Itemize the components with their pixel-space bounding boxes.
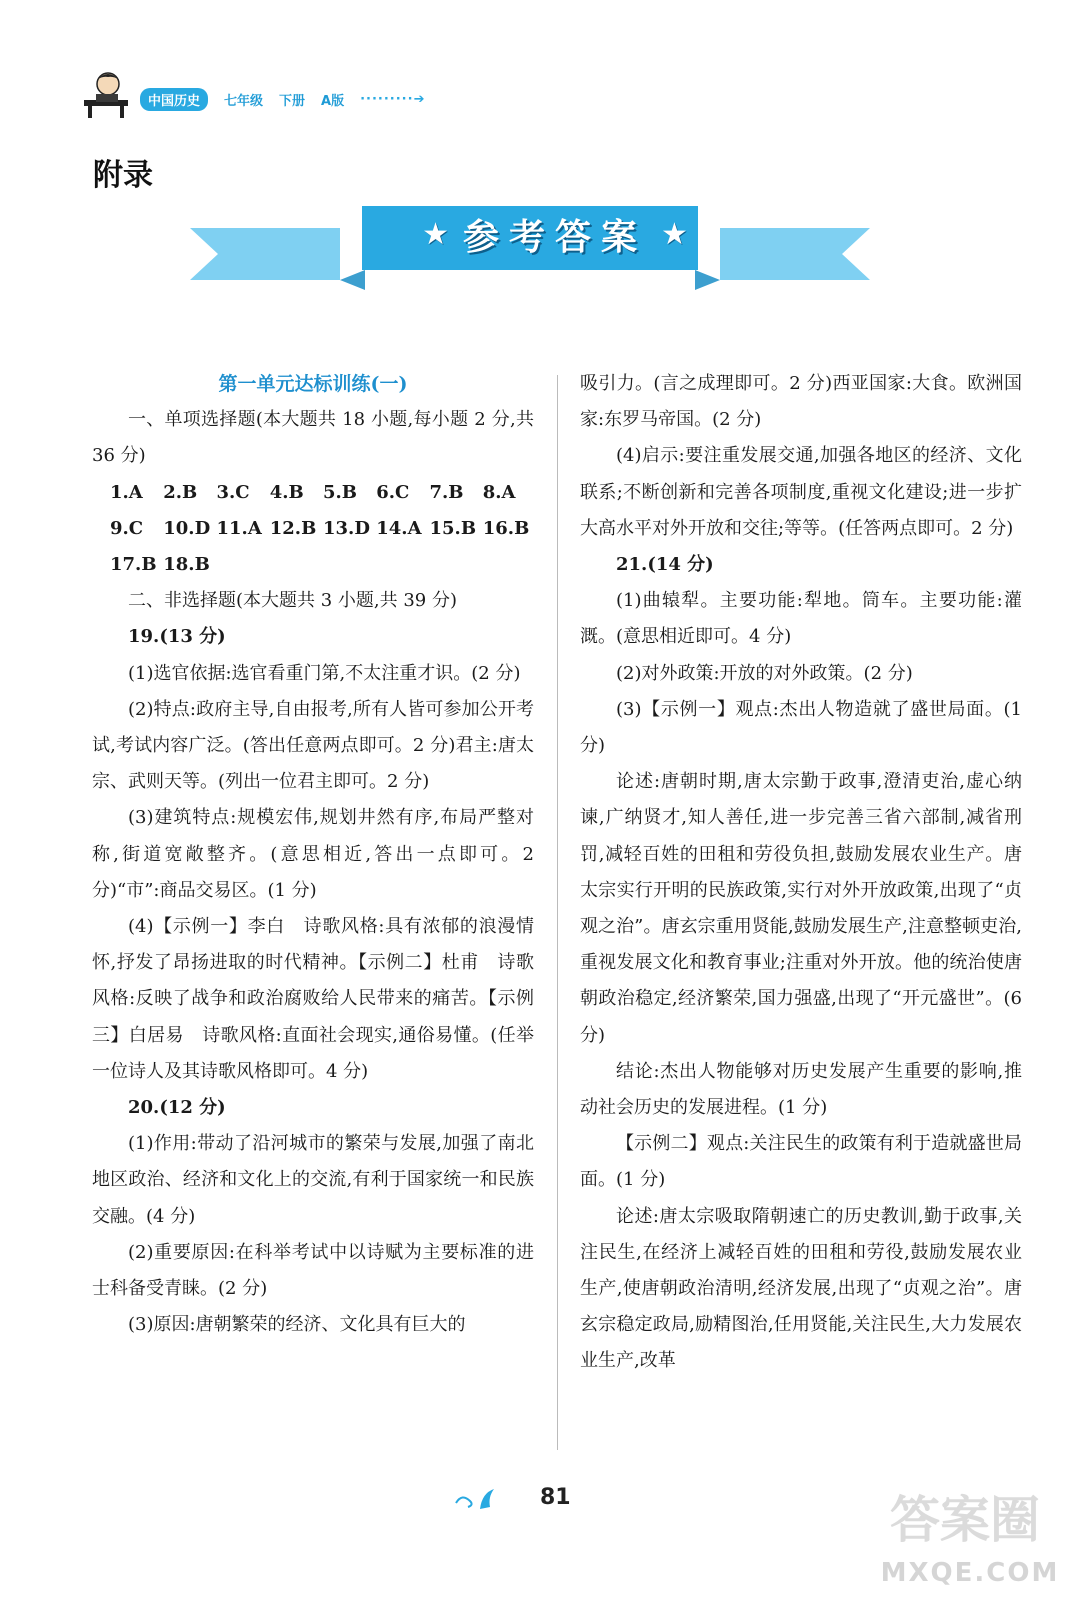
answer-paragraph: (3)原因:唐朝繁荣的经济、文化具有巨大的	[128, 1314, 466, 1336]
watermark-logo: 答案圈	[890, 1491, 1040, 1549]
answer-item: 15.B	[429, 517, 477, 539]
answer-item: 9.C	[110, 517, 144, 539]
appendix-title: 附录	[93, 158, 153, 193]
watermark-url: MXQE.COM	[880, 1558, 1060, 1588]
answer-item: 8.A	[482, 481, 516, 503]
page-number: 81	[540, 1485, 571, 1510]
banner-title-text: 参考答案	[462, 216, 647, 258]
star-icon: ★	[661, 216, 688, 252]
unit-title: 第一单元达标训练(一)	[218, 373, 408, 395]
answer-paragraph: (3)【示例一】观点:杰出人物造就了盛世局面。(1 分)	[580, 698, 1022, 757]
answer-item: 10.D	[163, 517, 211, 539]
answer-item: 17.B	[110, 554, 157, 576]
answer-paragraph: 【示例二】观点:关注民生的政策有利于造就盛世局面。(1 分)	[580, 1133, 1022, 1191]
answer-item: 2.B	[163, 481, 198, 503]
answer-item: 18.B	[163, 554, 210, 576]
header-tags	[140, 88, 425, 111]
question-number: 20.(12 分)	[128, 1097, 226, 1119]
volume-label: 下册	[279, 94, 306, 109]
answer-paragraph: 论述:唐朝时期,唐太宗勤于政事,澄清吏治,虚心纳谏,广纳贤才,知人善任,进一步完善三省六部制,减省刑罚,减轻百姓的田租和劳役负担,鼓励发展农业生产。唐太宗实行开明的民族政策,实行对外开放政策,出现了“贞观之治”。唐玄宗重用贤能,鼓励发展生产,注意整顿吏治,重视发展文化和教育事业;注重对外开放。他的统治使唐朝政治稳定,经济繁荣,国力强盛,出现了“开元盛世”。(6 分)	[580, 771, 1022, 1046]
answer-item: 12.B	[269, 517, 317, 539]
dotted-arrow: ·········➔	[360, 92, 426, 107]
answer-item: 14.A	[376, 517, 422, 539]
answer-paragraph: (2)重要原因:在科举考试中以诗赋为主要标准的进士科备受青睐。(2 分)	[92, 1241, 534, 1300]
answer-paragraph: 论述:唐太宗吸取隋朝速亡的历史教训,勤于政事,关注民生,在经济上减轻百姓的田租和劳役,鼓励发展农业生产,使唐朝政治清明,经济发展,出现了“贞观之治”。唐玄宗稳定政局,励精图治,任用贤能,关注民生,大力发展农业生产,改革	[580, 1205, 1022, 1372]
answer-paragraph: 结论:杰出人物能够对历史发展产生重要的影响,推动社会历史的发展进程。(1 分)	[580, 1060, 1022, 1119]
answer-paragraph: (4)启示:要注重发展交通,加强各地区的经济、文化联系;不断创新和完善各项制度,重视文化建设;进一步扩大高水平对外开放和交往;等等。(任答两点即可。2 分)	[580, 445, 1022, 539]
edition-label: A版	[321, 94, 345, 109]
answer-paragraph: (2)特点:政府主导,自由报考,所有人皆可参加公开考试,考试内容广泛。(答出任意两点即可。2 分)君主:唐太宗、武则天等。(列出一位君主即可。2 分)	[92, 698, 534, 793]
answer-item: 4.B	[269, 481, 304, 503]
answer-item: 6.C	[376, 481, 410, 503]
watermark	[880, 1480, 1060, 1590]
section-heading: 二、非选择题(本大题共 3 小题,共 39 分)	[128, 590, 458, 612]
choice-answers	[92, 475, 534, 584]
answer-paragraph: (1)选官依据:选官看重门第,不太注重才识。(2 分)	[128, 662, 521, 684]
answer-item: 1.A	[110, 481, 143, 503]
right-column	[580, 366, 1022, 1380]
banner-title	[365, 208, 745, 260]
question-number: 19.(13 分)	[128, 626, 226, 648]
section-heading: 一、单项选择题(本大题共 18 小题,每小题 2 分,共 36 分)	[92, 409, 534, 467]
page-header	[80, 70, 560, 120]
subject-badge: 中国历史	[140, 88, 208, 111]
answer-paragraph: (2)对外政策:开放的对外政策。(2 分)	[616, 662, 913, 684]
answer-paragraph: (4)【示例一】李白 诗歌风格:具有浓郁的浪漫情怀,抒发了昂扬进取的时代精神。【示例二】杜甫 诗歌风格:反映了战争和政治腐败给人民带来的痛苦。【示例三】白居易 诗歌风格:直面社会现实,通俗易懂。(任举一位诗人及其诗歌风格即可。4 分)	[92, 916, 534, 1082]
answer-item: 5.B	[323, 481, 358, 503]
column-divider	[557, 375, 558, 1450]
question-number: 21.(14 分)	[616, 554, 714, 576]
left-column	[92, 366, 534, 1343]
star-icon: ★	[422, 216, 449, 252]
answer-paragraph: (1)曲辕犁。主要功能:犁地。筒车。主要功能:灌溉。(意思相近即可。4 分)	[580, 590, 1022, 648]
answer-item: 13.D	[323, 517, 370, 539]
answer-item: 16.B	[482, 517, 530, 539]
swirl-icon	[452, 1487, 498, 1513]
grade-label: 七年级	[224, 94, 264, 109]
answer-paragraph: (1)作用:带动了沿河城市的繁荣与发展,加强了南北地区政治、经济和文化上的交流,有利于国家统一和民族交融。(4 分)	[92, 1133, 534, 1227]
answer-paragraph: 吸引力。(言之成理即可。2 分)西亚国家:大食。欧洲国家:东罗马帝国。(2 分)	[580, 373, 1022, 431]
answer-item: 3.C	[216, 481, 250, 503]
mascot-icon	[80, 70, 132, 120]
answer-item: 11.A	[216, 517, 262, 539]
answer-paragraph: (3)建筑特点:规模宏伟,规划井然有序,布局严整对称,街道宽敞整齐。(意思相近,答出一点即可。2 分)“市”:商品交易区。(1 分)	[92, 807, 534, 901]
answer-item: 7.B	[429, 481, 464, 503]
